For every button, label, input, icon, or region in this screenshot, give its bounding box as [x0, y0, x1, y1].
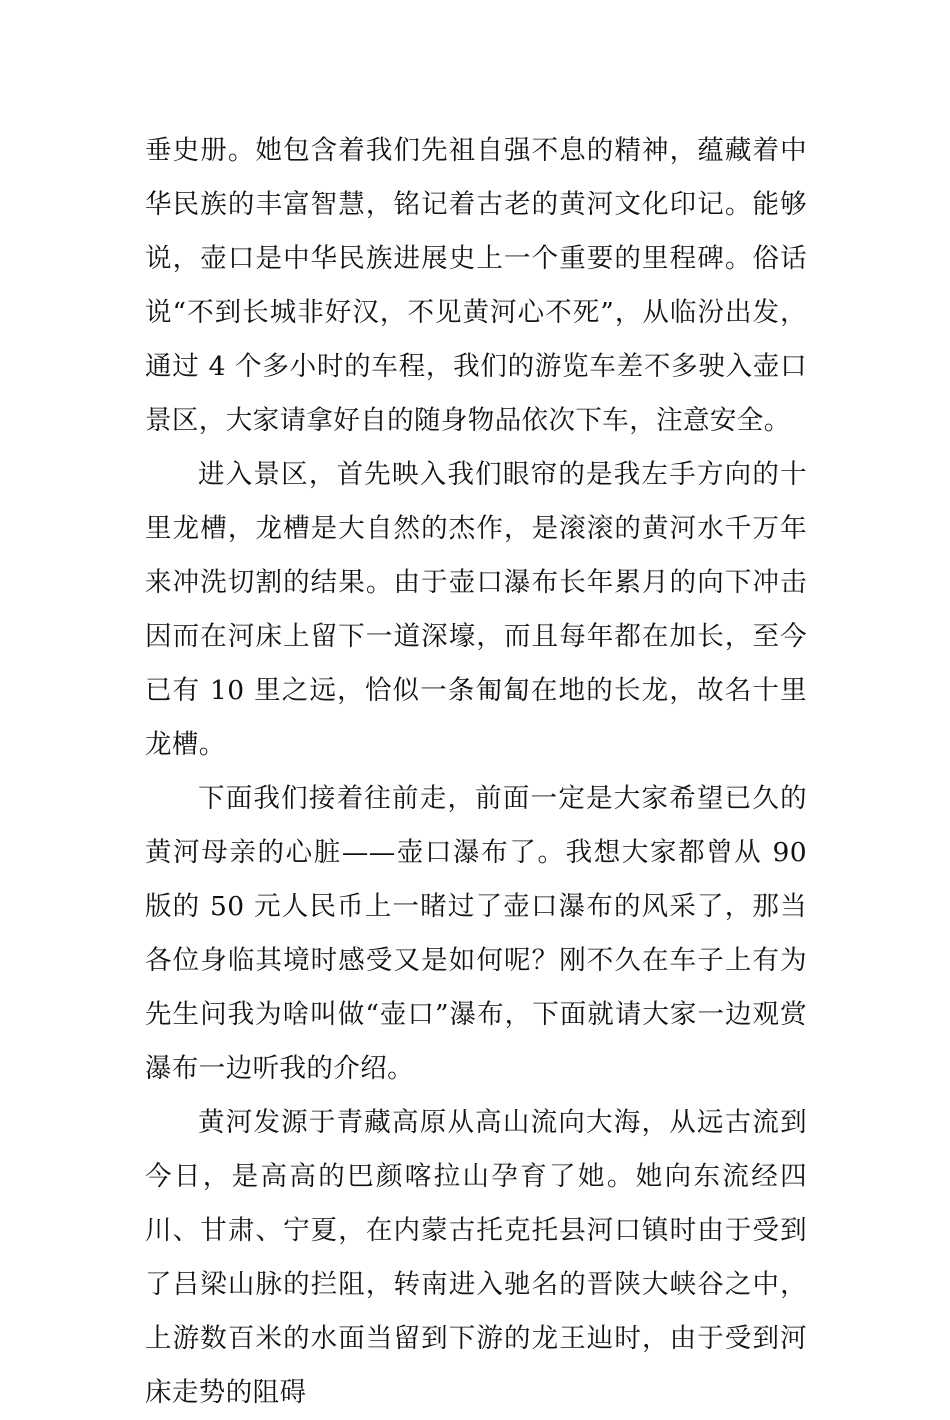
paragraph-2: 进入景区，首先映入我们眼帘的是我左手方向的十里龙槽，龙槽是大自然的杰作，是滚滚的黄河水千万年来冲洗切割的结果。由于壶口瀑布长年累月的向下冲击因而在河床上留下一道深壕，而且每年都在加长，至今已有 10 里之远，恰似一条匍匐在地的长龙，故名十里龙槽。 — [145, 459, 807, 760]
paragraph-1: 垂史册。她包含着我们先祖自强不息的精神，蕴藏着中华民族的丰富智慧，铭记着古老的黄河文化印记。能够说，壶口是中华民族进展史上一个重要的里程碑。俗话说“不到长城非好汉，不见黄河心不死”，从临汾出发，通过 4 个多小时的车程，我们的游览车差不多驶入壶口景区，大家请拿好自的随身物品依次下车，注意安全。 — [145, 135, 807, 436]
document-page — [145, 124, 807, 1420]
paragraph-4: 黄河发源于青藏高原从高山流向大海，从远古流到今日，是高高的巴颜喀拉山孕育了她。她向东流经四川、甘肃、宁夏，在内蒙古托克托县河口镇时由于受到了吕梁山脉的拦阻，转南进入驰名的晋陕大峡谷之中，上游数百米的水面当留到下游的龙王辿时，由于受到河床走势的阻碍 — [145, 1107, 807, 1408]
paragraph-3: 下面我们接着往前走，前面一定是大家希望已久的黄河母亲的心脏——壶口瀑布了。我想大家都曾从 90 版的 50 元人民币上一睹过了壶口瀑布的风采了，那当各位身临其境时感受又是如何呢？刚不久在车子上有为先生问我为啥叫做“壶口”瀑布，下面就请大家一边观赏瀑布一边听我的介绍。 — [145, 783, 807, 1084]
